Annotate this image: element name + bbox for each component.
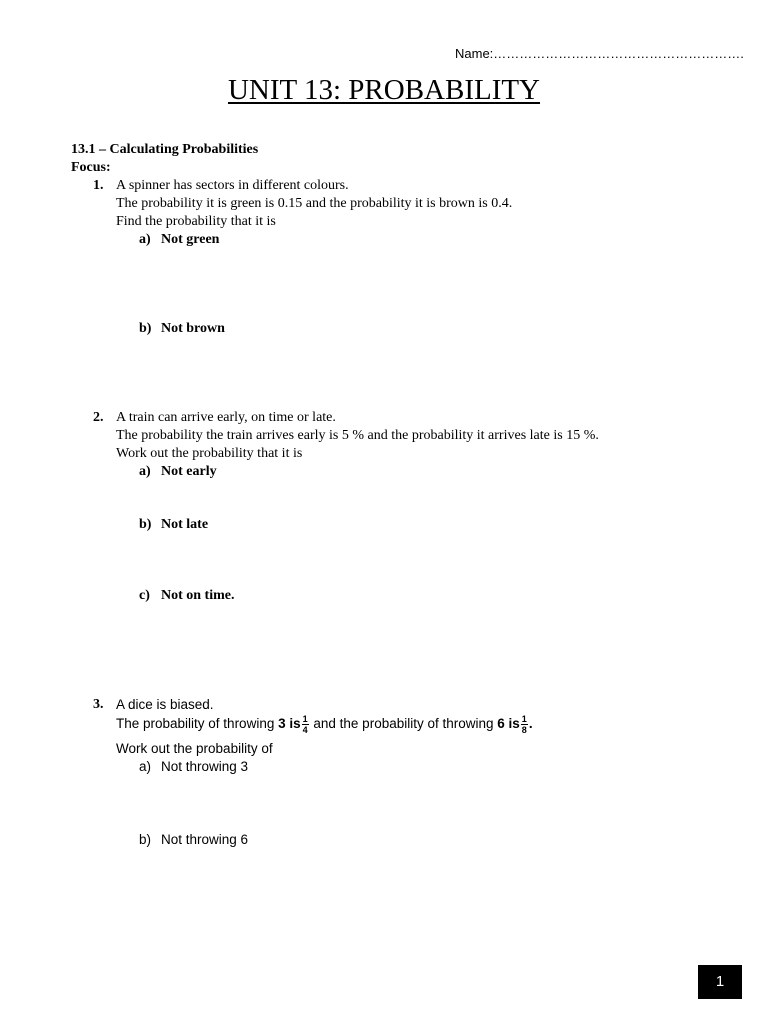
part-letter: a) [139,759,152,774]
question-2-part-a [139,464,217,480]
part-text: Not green [161,232,220,247]
question-1-part-a [139,232,219,248]
part-letter: b) [139,517,152,532]
part-letter: b) [139,321,152,336]
question-3-number: 3. [93,697,104,712]
page-number: 1 [698,965,742,999]
question-3-line-3: Work out the probability of [116,741,273,756]
question-2-number: 2. [93,410,104,425]
part-text: Not throwing 3 [161,759,249,774]
part-text: Not on time. [161,588,235,603]
sentence-period: . [528,716,533,732]
name-field-label: Name:…………………………………………………. [455,46,744,61]
part-text: Not late [161,517,209,532]
question-2-part-b [139,517,208,533]
question-3-part-b [139,832,248,847]
question-1-number: 1. [93,178,104,193]
text-fragment: and the probability of throwing [309,716,498,732]
part-text: Not early [161,464,217,479]
question-2-line-1: A train can arrive early, on time or late. [116,410,336,425]
part-text: Not brown [161,321,225,336]
part-letter: b) [139,832,152,847]
question-3-line-1: A dice is biased. [116,697,214,712]
fraction-one-quarter [302,714,309,735]
value-6-is: 6 is [497,716,520,732]
fraction-numerator: 1 [521,714,527,724]
part-text: Not throwing 6 [161,832,249,847]
fraction-denominator: 8 [521,725,527,735]
question-2-line-3: Work out the probability that it is [116,446,303,461]
section-heading: 13.1 – Calculating Probabilities [71,142,259,157]
question-3-part-a [139,759,248,774]
text-fragment: The probability of throwing [116,716,279,732]
part-letter: a) [139,232,151,247]
part-letter: c) [139,588,150,603]
fraction-one-eighth [521,714,528,735]
value-3-is: 3 is [278,716,301,732]
question-1-line-2: The probability it is green is 0.15 and the probability it is brown is 0.4. [116,196,513,211]
part-letter: a) [139,464,151,479]
page-title: UNIT 13: PROBABILITY [227,74,541,106]
question-2-line-2: The probability the train arrives early is 5 % and the probability it arrives late is 15 %. [116,428,599,443]
focus-label: Focus: [71,160,111,175]
question-1-part-b [139,321,225,337]
question-1-line-3: Find the probability that it is [116,214,276,229]
question-3-line-2 [116,714,533,735]
question-1-line-1: A spinner has sectors in different colours. [116,178,349,193]
question-2-part-c [139,588,235,604]
fraction-numerator: 1 [302,714,308,724]
fraction-denominator: 4 [302,725,308,735]
